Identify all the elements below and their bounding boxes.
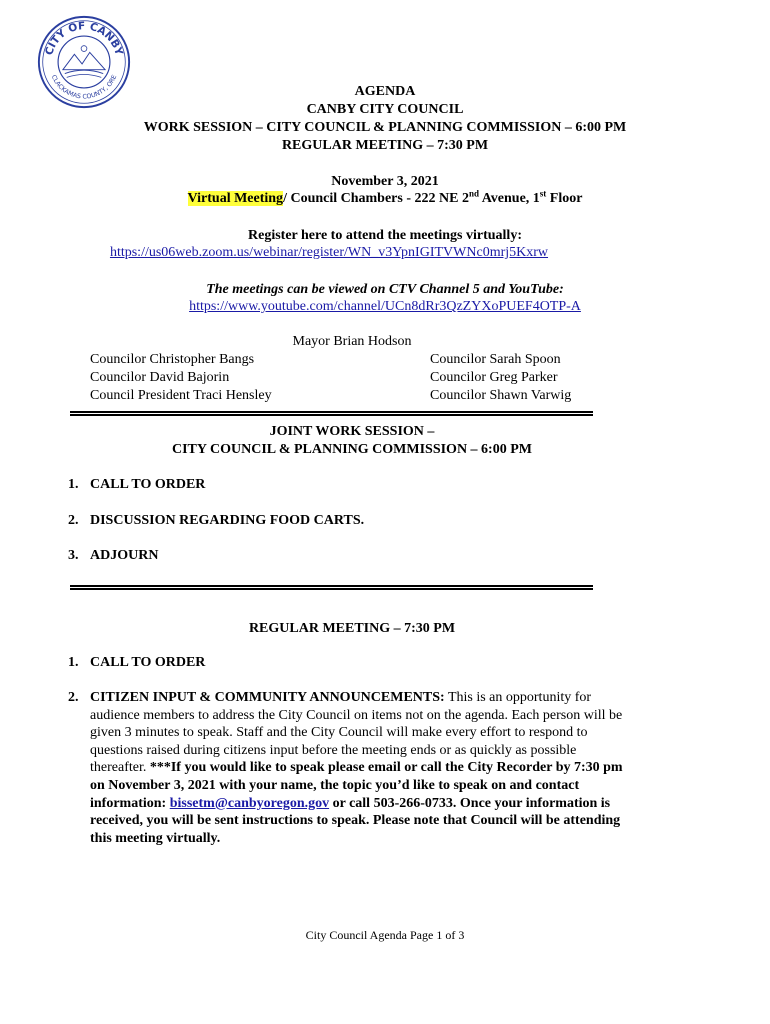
work-session-heading: WORK SESSION – CITY COUNCIL & PLANNING COMMISSION – 6:00 PM bbox=[143, 120, 627, 135]
member-right-2: Councilor Greg Parker bbox=[430, 370, 558, 385]
list-item: 1. CALL TO ORDER bbox=[68, 477, 206, 492]
list-item: 1. CALL TO ORDER bbox=[68, 655, 206, 670]
virtual-meeting-highlight: Virtual Meeting bbox=[187, 191, 284, 206]
page-footer: City Council Agenda Page 1 of 3 bbox=[305, 928, 465, 942]
svg-text:CLACKAMAS COUNTY, ORE: CLACKAMAS COUNTY, ORE bbox=[49, 73, 119, 101]
register-label: Register here to attend the meetings virtually: bbox=[248, 228, 522, 243]
joint-session-subtitle: CITY COUNCIL & PLANNING COMMISSION – 6:00 PM bbox=[172, 442, 532, 457]
member-left-3: Council President Traci Hensley bbox=[90, 388, 272, 403]
viewing-label: The meetings can be viewed on CTV Channel 5 and YouTube: bbox=[206, 282, 564, 297]
meeting-date: November 3, 2021 bbox=[331, 174, 439, 189]
agenda-title: AGENDA bbox=[354, 84, 416, 99]
regular-meeting-heading: REGULAR MEETING – 7:30 PM bbox=[281, 138, 489, 153]
youtube-channel-link[interactable]: https://www.youtube.com/channel/UCn8dRr3QzZYXoPUEF4OTP-A bbox=[189, 299, 581, 314]
meeting-location: Virtual Meeting/ Council Chambers - 222 NE 2nd Avenue, 1st Floor bbox=[187, 188, 583, 206]
joint-session-title: JOINT WORK SESSION – bbox=[269, 424, 435, 439]
section-divider bbox=[70, 585, 593, 590]
member-left-2: Councilor David Bajorin bbox=[90, 370, 230, 385]
mayor-name: Mayor Brian Hodson bbox=[292, 334, 412, 349]
council-name: CANBY CITY COUNCIL bbox=[306, 102, 464, 117]
citizen-input-item: 2. CITIZEN INPUT & COMMUNITY ANNOUNCEMENTS: This is an opportunity for audience members to address the City Council on items not on the agenda. Each person will be given 3 minutes to speak. Staff and the City Council will make every effort to respond to questions raised during citizens input before the meeting ends or as quickly as possible thereafter. ***If you would like to speak please email or call the City Recorder by 7:30 pm on November 3, 2021 with your name, the topic you’d like to speak on and contact information: bissetm@canbyoregon.gov or call 503-266-0733. Once your information is received, you will be sent instructions to speak. Please note that Council will be attending this meeting virtually. bbox=[68, 690, 623, 846]
regular-session-title: REGULAR MEETING – 7:30 PM bbox=[248, 621, 456, 636]
member-right-3: Councilor Shawn Varwig bbox=[430, 388, 572, 403]
section-divider bbox=[70, 411, 593, 416]
zoom-register-link[interactable]: https://us06web.zoom.us/webinar/register/WN_v3YpnIGITVWNc0mrj5Kxrw bbox=[109, 245, 549, 260]
recorder-email-link[interactable]: bissetm@canbyoregon.gov bbox=[169, 795, 330, 811]
list-item: 2. DISCUSSION REGARDING FOOD CARTS. bbox=[68, 513, 365, 528]
member-right-1: Councilor Sarah Spoon bbox=[430, 352, 561, 367]
list-item: 3. ADJOURN bbox=[68, 548, 159, 563]
member-left-1: Councilor Christopher Bangs bbox=[90, 352, 255, 367]
svg-text:CITY OF CANBY: CITY OF CANBY bbox=[43, 20, 125, 57]
